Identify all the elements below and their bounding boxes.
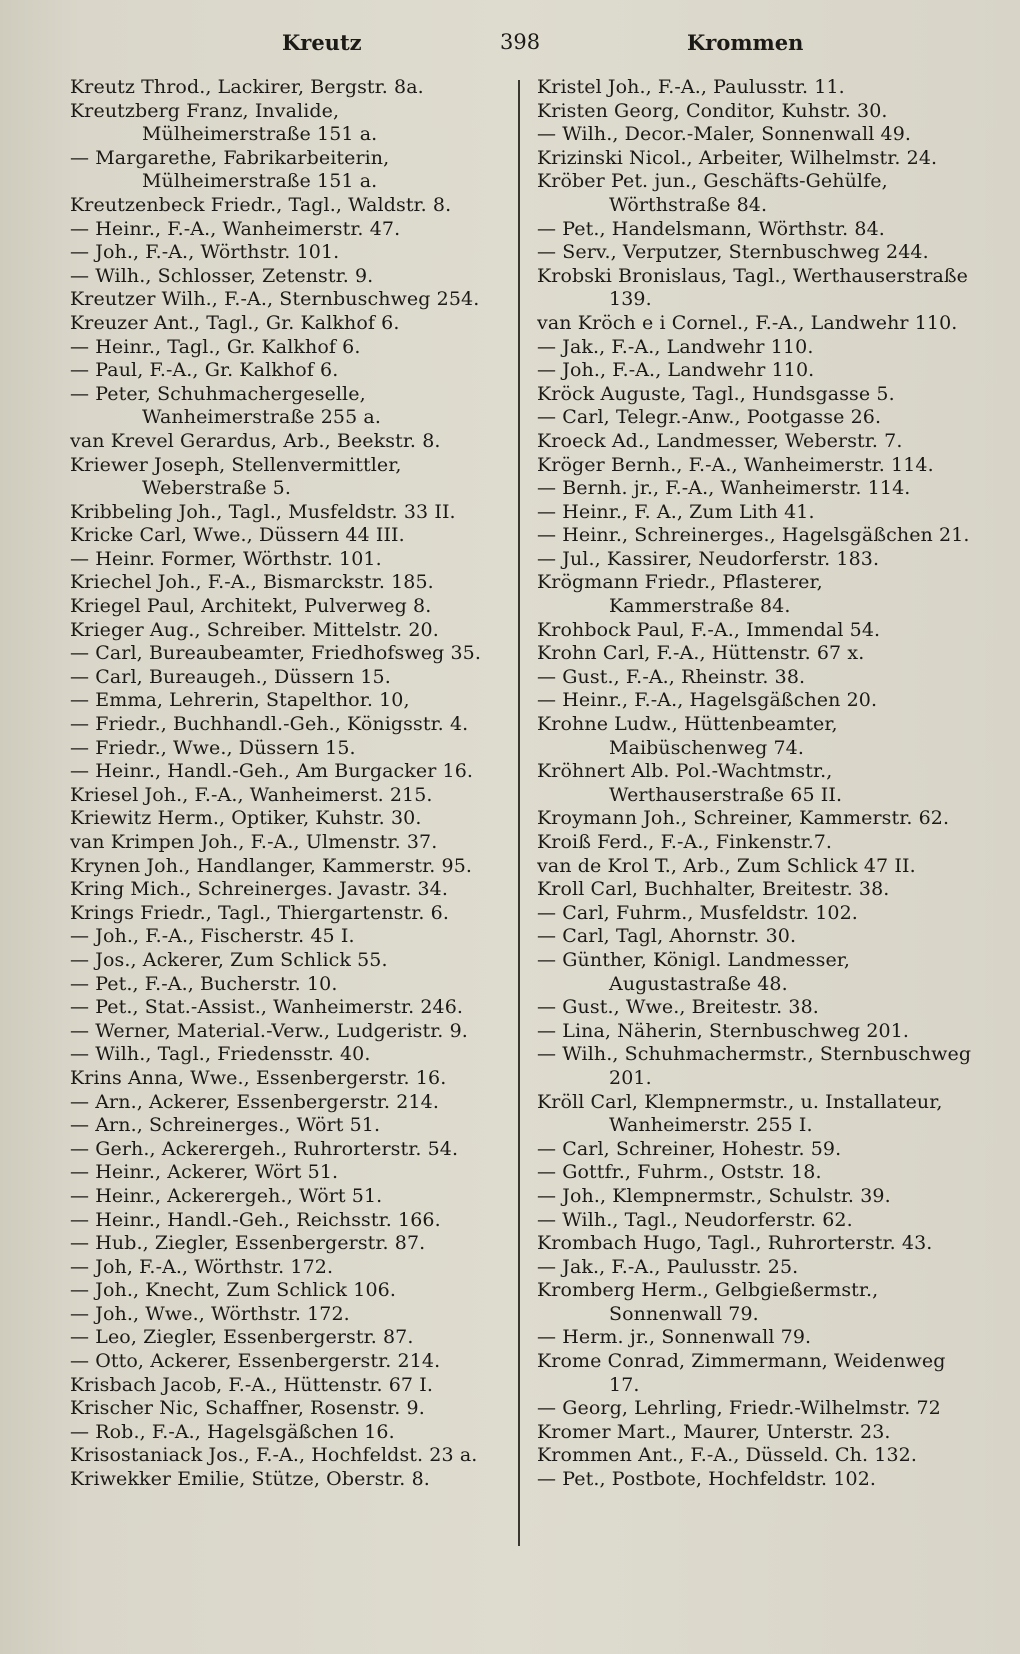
directory-entry: Kröger Bernh., F.-A., Wanheimerstr. 114. (537, 453, 934, 476)
directory-entry: Kromer Mart., Maurer, Unterstr. 23. (537, 1420, 891, 1443)
directory-entry: — Leo, Ziegler, Essenbergerstr. 87. (70, 1326, 414, 1349)
directory-entry: — Jak., F.-A., Paulusstr. 25. (537, 1255, 799, 1278)
directory-entry: Kreutz Throd., Lackirer, Bergstr. 8a. (70, 76, 424, 98)
directory-entry: — Joh., Klempnermstr., Schulstr. 39. (537, 1184, 891, 1207)
directory-entry: — Günther, Königl. Landmesser, Augustastraße 48. (537, 948, 851, 995)
directory-entry: Kring Mich., Schreinerges. Javastr. 34. (70, 878, 448, 901)
directory-entry: Krommen Ant., F.-A., Düsseld. Ch. 132. (537, 1444, 917, 1467)
column-divider (518, 80, 520, 1546)
directory-entry: Kröhnert Alb. Pol.-Wachtmstr., Werthauserstraße 65 II. (537, 760, 843, 806)
directory-entry: — Joh., Wwe., Wörthstr. 172. (70, 1302, 350, 1325)
directory-entry: Kroll Carl, Buchhalter, Breitestr. 38. (537, 878, 890, 901)
directory-entry: — Werner, Material.-Verw., Ludgeristr. 9. (70, 1019, 468, 1042)
directory-entry: — Heinr., Ackerer, Wört 51. (70, 1161, 339, 1184)
directory-entry: Krisbach Jacob, F.-A., Hüttenstr. 67 I. (70, 1373, 433, 1396)
directory-entry: — Paul, F.-A., Gr. Kalkhof 6. (70, 359, 339, 382)
directory-entry: — Friedr., Wwe., Düssern 15. (70, 736, 356, 759)
directory-entry: — Hub., Ziegler, Essenbergerstr. 87. (70, 1232, 426, 1255)
directory-entry: van Krevel Gerardus, Arb., Beekstr. 8. (70, 429, 441, 452)
directory-entry: Krisostaniack Jos., F.-A., Hochfeldst. 23 a. (70, 1444, 478, 1467)
directory-entry: — Herm. jr., Sonnenwall 79. (537, 1326, 812, 1349)
directory-entry: — Heinr., Handl.-Geh., Am Burgacker 16. (70, 760, 474, 783)
directory-entry: Kriwekker Emilie, Stütze, Oberstr. 8. (70, 1468, 430, 1491)
directory-entry: Kreutzer Wilh., F.-A., Sternbuschweg 254. (70, 288, 480, 311)
directory-entry: Krobski Bronislaus, Tagl., Werthauserstraße 139. (537, 264, 969, 311)
directory-entry: — Pet., Postbote, Hochfeldstr. 102. (537, 1468, 877, 1491)
directory-entry: — Pet., Handelsmann, Wörthstr. 84. (537, 217, 885, 240)
directory-entry: Krombach Hugo, Tagl., Ruhrorterstr. 43. (537, 1232, 933, 1255)
directory-entry: Kroymann Joh., Schreiner, Kammerstr. 62. (537, 807, 950, 830)
directory-entry: Krome Conrad, Zimmermann, Weidenweg 17. (537, 1350, 946, 1396)
directory-entry: — Wilh., Schlosser, Zetenstr. 9. (70, 264, 374, 287)
directory-entry: — Heinr., Tagl., Gr. Kalkhof 6. (70, 335, 361, 358)
directory-entry: — Lina, Näherin, Sternbuschweg 201. (537, 1019, 910, 1042)
directory-entry: — Rob., F.-A., Hagelsgäßchen 16. (70, 1420, 395, 1443)
directory-entry: — Joh, F.-A., Wörthstr. 172. (70, 1255, 334, 1278)
directory-entry: Kriegel Paul, Architekt, Pulverweg 8. (70, 595, 432, 618)
directory-entry: — Pet., Stat.-Assist., Wanheimerstr. 246. (70, 996, 464, 1019)
directory-entry: — Joh., F.-A., Wörthstr. 101. (70, 241, 340, 264)
directory-entry: Kristen Georg, Conditor, Kuhstr. 30. (537, 99, 888, 122)
left-column (70, 76, 505, 1546)
directory-entry: Kreuzer Ant., Tagl., Gr. Kalkhof 6. (70, 311, 400, 334)
directory-entry: Krynen Joh., Handlanger, Kammerstr. 95. (70, 854, 473, 877)
directory-entry: — Wilh., Decor.-Maler, Sonnenwall 49. (537, 123, 912, 146)
directory-entry: — Joh., Knecht, Zum Schlick 106. (70, 1279, 396, 1302)
directory-entry: van Krimpen Joh., F.-A., Ulmenstr. 37. (70, 831, 438, 853)
directory-entry: Kröber Pet. jun., Geschäfts-Gehülfe, Wörthstraße 84. (537, 170, 888, 216)
directory-entry: Krischer Nic, Schaffner, Rosenstr. 9. (70, 1397, 425, 1420)
directory-entry: Krohne Ludw., Hüttenbeamter, Maibüschenweg 74. (537, 713, 838, 759)
directory-entry: — Heinr., Schreinerges., Hagelsgäßchen 21. (537, 524, 970, 547)
directory-entry: — Wilh., Tagl., Friedensstr. 40. (70, 1043, 371, 1066)
directory-entry: — Arn., Ackerer, Essenbergerstr. 214. (70, 1090, 440, 1113)
directory-entry: — Heinr., F. A., Zum Lith 41. (537, 500, 815, 523)
directory-entry: Kröll Carl, Klempnermstr., u. Installateur, Wanheimerstr. 255 I. (537, 1090, 943, 1137)
directory-entry: Krieger Aug., Schreiber. Mittelstr. 20. (70, 618, 439, 641)
directory-entry: — Otto, Ackerer, Essenbergerstr. 214. (70, 1350, 441, 1373)
right-column (537, 76, 972, 1546)
header-left-keyword: Kreutz (282, 30, 362, 55)
directory-entry: — Jul., Kassirer, Neudorferstr. 183. (537, 547, 880, 570)
directory-entry: Kreutzberg Franz, Invalide, Mülheimerstraße 151 a. (70, 99, 378, 146)
directory-entry: Kricke Carl, Wwe., Düssern 44 III. (70, 524, 405, 547)
directory-entry: Kriewer Joseph, Stellenvermittler, Weberstraße 5. (70, 453, 402, 500)
directory-entry: — Heinr., Handl.-Geh., Reichsstr. 166. (70, 1208, 441, 1231)
directory-entry: — Heinr., F.-A., Wanheimerstr. 47. (70, 217, 401, 240)
directory-entry: van Kröch e i Cornel., F.-A., Landwehr 110. (537, 311, 958, 334)
directory-entry: — Margarethe, Fabrikarbeiterin, Mülheimerstraße 151 a. (70, 146, 390, 193)
directory-entry: — Heinr. Former, Wörthstr. 101. (70, 547, 382, 570)
directory-entry: Krins Anna, Wwe., Essenbergerstr. 16. (70, 1066, 447, 1089)
directory-entry: Krohn Carl, F.-A., Hüttenstr. 67 x. (537, 642, 865, 665)
directory-entry: — Georg, Lehrling, Friedr.-Wilhelmstr. 72 (537, 1397, 941, 1420)
directory-entry: — Carl, Schreiner, Hohestr. 59. (537, 1137, 842, 1160)
directory-entry: Krögmann Friedr., Pflasterer, Kammerstraße 84. (537, 571, 823, 618)
directory-entry: — Pet., F.-A., Bucherstr. 10. (70, 972, 338, 995)
directory-entry: Krizinski Nicol., Arbeiter, Wilhelmstr. 24. (537, 146, 938, 169)
directory-entry: Krohbock Paul, F.-A., Immendal 54. (537, 618, 881, 641)
directory-entry: — Heinr., Ackerergeh., Wört 51. (70, 1184, 383, 1207)
directory-entry: — Carl, Telegr.-Anw., Pootgasse 26. (537, 406, 882, 429)
directory-entry: — Wilh., Tagl., Neudorferstr. 62. (537, 1208, 853, 1231)
directory-entry: — Jak., F.-A., Landwehr 110. (537, 335, 814, 358)
directory-entry: — Bernh. jr., F.-A., Wanheimerstr. 114. (537, 477, 911, 500)
directory-entry: Kromberg Herm., Gelbgießermstr., Sonnenwall 79. (537, 1279, 879, 1325)
directory-entry: — Gust., Wwe., Breitestr. 38. (537, 996, 819, 1019)
directory-entry: — Emma, Lehrerin, Stapelthor. 10, (70, 689, 410, 712)
directory-entry: — Wilh., Schuhmachermstr., Sternbuschweg 201. (537, 1043, 972, 1089)
directory-entry: — Gust., F.-A., Rheinstr. 38. (537, 665, 806, 688)
directory-entry: Kroiß Ferd., F.-A., Finkenstr.7. (537, 831, 833, 853)
directory-entry: — Joh., F.-A., Fischerstr. 45 I. (70, 925, 355, 948)
directory-entry: Kriesel Joh., F.-A., Wanheimerst. 215. (70, 783, 433, 806)
directory-entry: Kreutzenbeck Friedr., Tagl., Waldstr. 8. (70, 193, 452, 216)
header-right-keyword: Krommen (687, 30, 804, 55)
directory-entry: — Carl, Bureaubeamter, Friedhofsweg 35. (70, 642, 481, 665)
directory-entry: — Serv., Verputzer, Sternbuschweg 244. (537, 241, 929, 264)
directory-entry: Kroeck Ad., Landmesser, Weberstr. 7. (537, 429, 903, 452)
directory-entry: Kriewitz Herm., Optiker, Kuhstr. 30. (70, 807, 422, 830)
directory-entry: Krings Friedr., Tagl., Thiergartenstr. 6. (70, 901, 449, 924)
directory-entry: van de Krol T., Arb., Zum Schlick 47 II. (537, 854, 916, 877)
directory-entry: — Joh., F.-A., Landwehr 110. (537, 359, 815, 382)
directory-entry: — Gerh., Ackerergeh., Ruhrorterstr. 54. (70, 1137, 459, 1160)
page-header (70, 26, 970, 62)
directory-entry: — Peter, Schuhmachergeselle, Wanheimerstraße 255 a. (70, 382, 381, 429)
directory-entry: — Carl, Tagl, Ahornstr. 30. (537, 925, 797, 948)
directory-entry: — Gottfr., Fuhrm., Oststr. 18. (537, 1161, 822, 1184)
directory-entry: — Jos., Ackerer, Zum Schlick 55. (70, 948, 388, 971)
directory-entry: — Carl, Bureaugeh., Düssern 15. (70, 665, 391, 688)
directory-entry: Kristel Joh., F.-A., Paulusstr. 11. (537, 76, 845, 98)
directory-entry: — Heinr., F.-A., Hagelsgäßchen 20. (537, 689, 878, 712)
directory-entry: Kribbeling Joh., Tagl., Musfeldstr. 33 II. (70, 500, 456, 523)
directory-entry: Kröck Auguste, Tagl., Hundsgasse 5. (537, 382, 895, 405)
directory-entry: — Carl, Fuhrm., Musfeldstr. 102. (537, 901, 858, 924)
directory-entry: — Arn., Schreinerges., Wört 51. (70, 1114, 381, 1137)
page-number: 398 (500, 30, 541, 54)
directory-entry: — Friedr., Buchhandl.-Geh., Königsstr. 4. (70, 713, 469, 736)
directory-entry: Kriechel Joh., F.-A., Bismarckstr. 185. (70, 571, 434, 594)
